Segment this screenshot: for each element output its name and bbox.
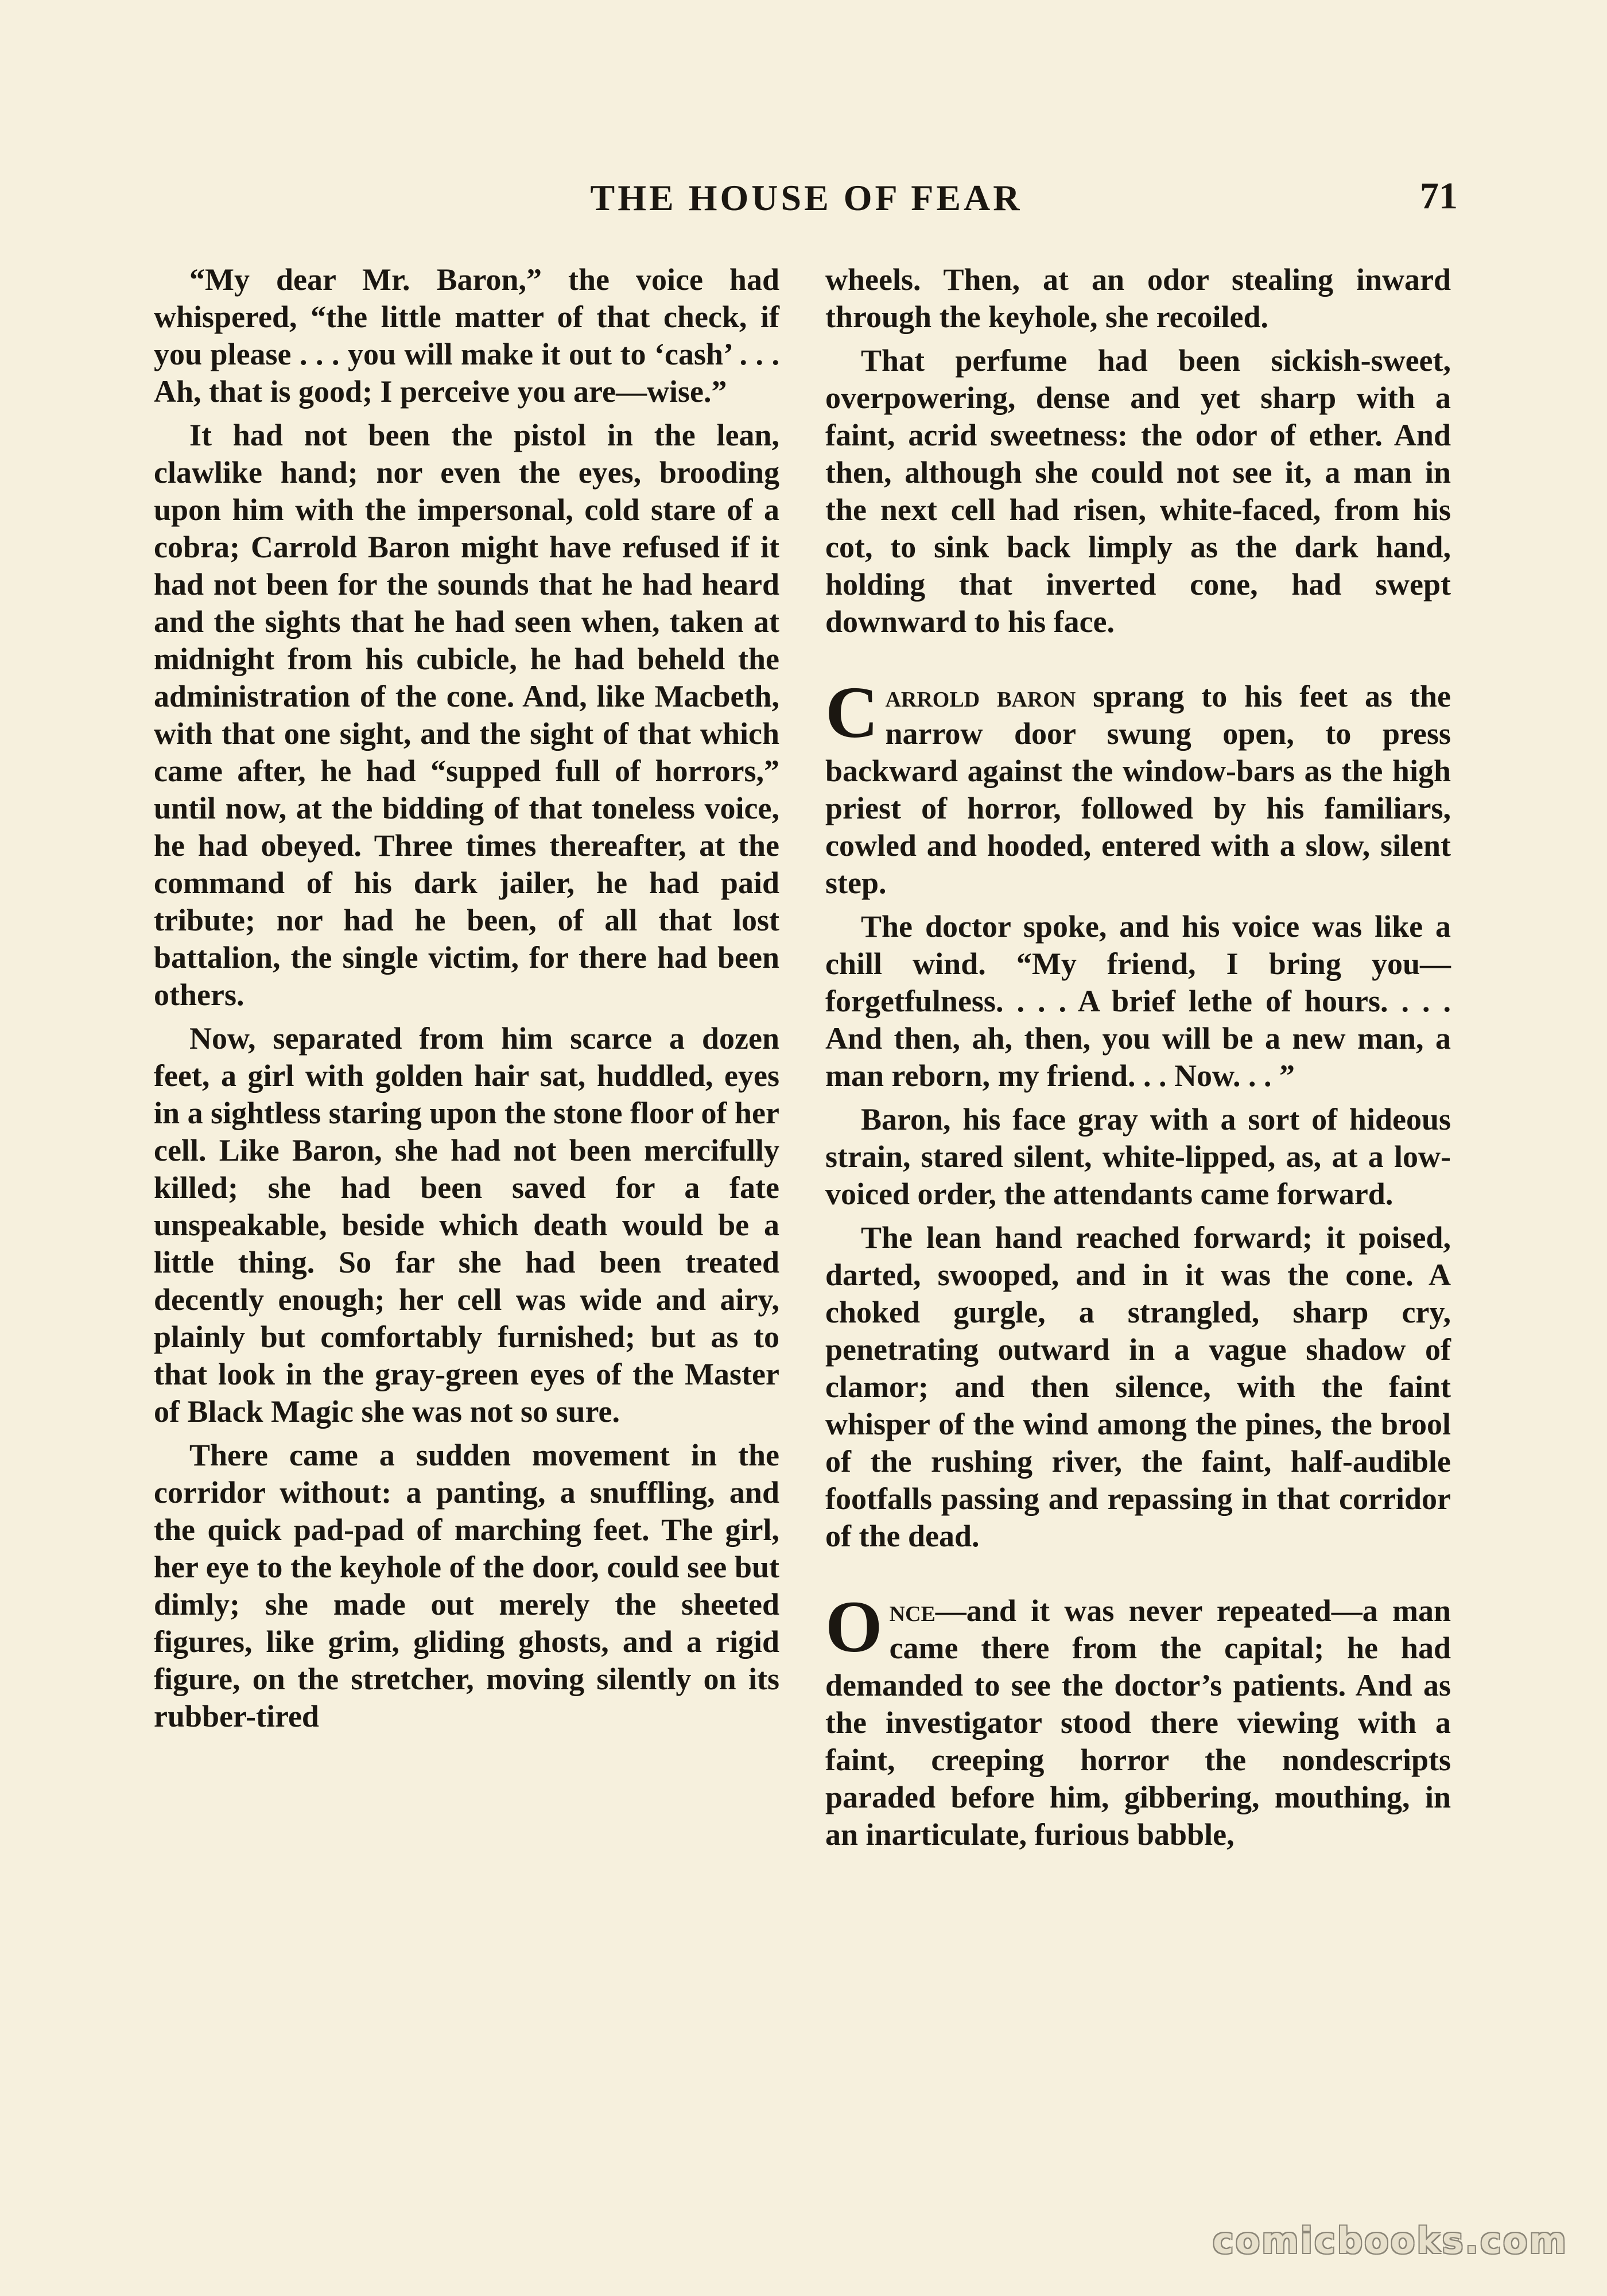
drop-cap: O (825, 1586, 883, 1667)
paragraph-text: sprang to his feet as the narrow door swung open, to press backward against the window-bars as the high priest of horror, followed by his familiars, cowled and hooded, entered with a slow, silent step. (825, 679, 1451, 900)
small-caps-lead: arrold baron (885, 679, 1076, 713)
page-title: THE HOUSE OF FEAR (590, 177, 1023, 218)
left-column (154, 261, 779, 1742)
drop-cap: C (825, 672, 879, 753)
watermark: comicbooks.com (1212, 2220, 1568, 2262)
right-column (825, 261, 1451, 1860)
paragraph: The doctor spoke, and his voice was like a chill wind. “My friend, I bring you—forgetfulness. . . . A brief lethe of hours. . . . And then, ah, then, you will be a new man, a man reborn, my friend. . . Now. . . ” (825, 909, 1451, 1093)
paragraph-text: —and it was never repeated—a man came there from the capital; he had demanded to see the doctor’s patients. And as the investigator stood there viewing with a faint, creeping horror the nondescripts paraded before him, gibbering, mouthing, in an inarticulate, furious babble, (825, 1593, 1451, 1852)
section-opening-paragraph (825, 1586, 1451, 1853)
paragraph: It had not been the pistol in the lean, clawlike hand; nor even the eyes, brooding upon him with the impersonal, cold stare of a cobra; Carrold Baron might have refused if it had not been for the sounds that he had heard and the sights that he had seen when, taken at midnight from his cubicle, he had beheld the administration of the cone. And, like Macbeth, with that one sight, and the sight of that which came after, he had “supped full of horrors,” until now, at the bidding of that toneless voice, he had obeyed. Three times thereafter, at the command of his dark jailer, he had paid tribute; nor had he been, of all that lost battalion, the single victim, for there had been others. (154, 418, 779, 1012)
paragraph: That perfume had been sickish-sweet, overpowering, dense and yet sharp with a faint, acrid sweetness: the odor of ether. And then, although she could not see it, a man in the next cell had risen, white-faced, from his cot, to sink back limply as the dark hand, holding that inverted cone, had swept downward to his face. (825, 343, 1451, 639)
section-opening-paragraph (825, 672, 1451, 902)
paragraph: “My dear Mr. Baron,” the voice had whispered, “the little matter of that check, if you please . . . you will make it out to ‘cash’ . . . Ah, that is good; I perceive you are—wise.” (154, 262, 779, 409)
small-caps-lead: nce (889, 1593, 936, 1628)
paragraph: The lean hand reached forward; it poised, darted, swooped, and in it was the cone. A choked gurgle, a strangled, sharp cry, penetrating outward in a vague shadow of clamor; and then silence, with the faint whisper of the wind among the pines, the brool of the rushing river, the faint, half-audible footfalls passing and repassing in that corridor of the dead. (825, 1220, 1451, 1553)
paragraph: Baron, his face gray with a sort of hideous strain, stared silent, white-lipped, as, at a low-voiced order, the attendants came forward. (825, 1102, 1451, 1211)
paragraph: wheels. Then, at an odor stealing inward through the keyhole, she recoiled. (825, 262, 1451, 334)
page-number: 71 (1420, 175, 1458, 217)
paragraph: There came a sudden movement in the corridor without: a panting, a snuffling, and the quick pad-pad of marching feet. The girl, her eye to the keyhole of the door, could see but dimly; she made out merely the sheeted figures, like grim, gliding ghosts, and a rigid figure, on the stretcher, moving silently on its rubber-tired (154, 1438, 779, 1733)
paragraph: Now, separated from him scarce a dozen feet, a girl with golden hair sat, huddled, eyes in a sightless staring upon the stone floor of her cell. Like Baron, she had not been mercifully killed; she had been saved for a fate unspeakable, beside which death would be a little thing. So far she had been treated decently enough; her cell was wide and airy, plainly but comfortably furnished; but as to that look in the gray-green eyes of the Master of Black Magic she was not so sure. (154, 1021, 779, 1429)
running-header (155, 166, 1458, 235)
